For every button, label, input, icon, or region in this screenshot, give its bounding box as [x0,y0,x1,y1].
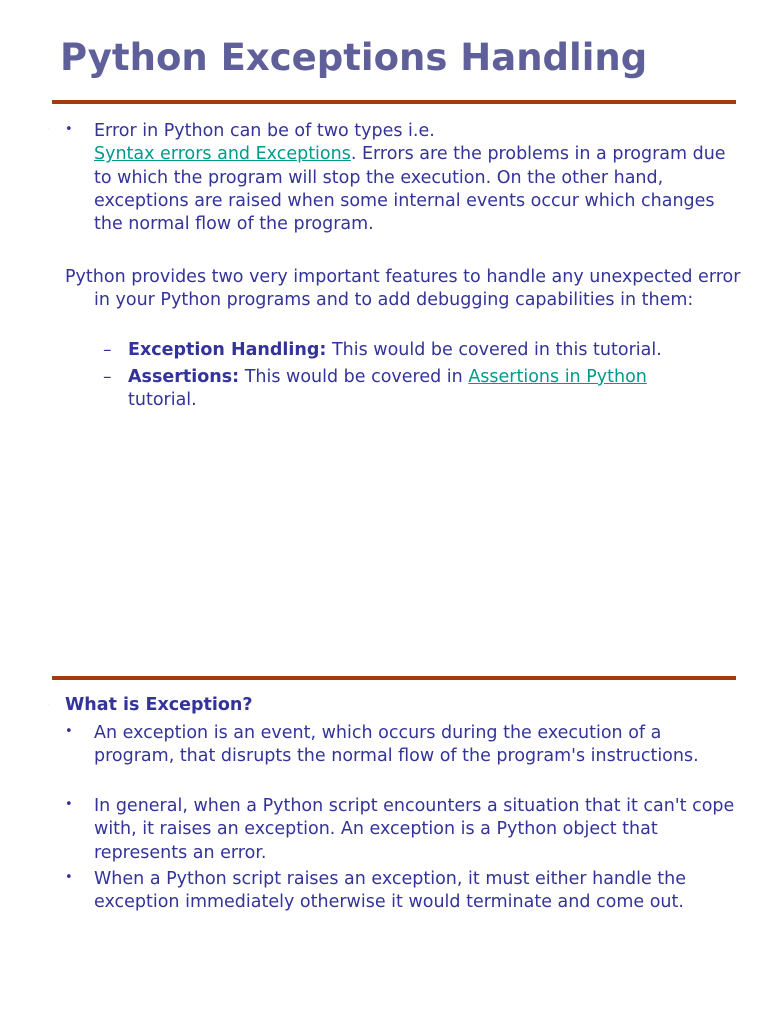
dash-icon: – [103,340,112,360]
bullet-icon: • [65,797,73,812]
sub-item-assertions [128,366,738,413]
sub-item-text: This would be covered in [239,367,469,387]
bullet-rest-text: . Errors are the problems in a program due to which the program will stop the execution. On the other hand, exceptions are raised when some internal events occur which changes the normal flow of the program. [94,144,726,235]
bullet-exception-definition: An exception is an event, which occurs during the execution of a program, that disrupts the normal flow of the program's instructions. [94,723,699,767]
dash-icon: – [103,367,112,387]
bullet-lead-text: Error in Python can be of two types i.e. [94,121,435,141]
bullet-exception-object: In general, when a Python script encounters a situation that it can't cope with, it raises an exception. An exception is a Python object that represents an error. [94,796,735,863]
bullet-icon: • [65,870,73,885]
bullet-icon: • [65,122,73,137]
sub-item-text: This would be covered in this tutorial. [326,340,662,360]
bullet-icon: • [65,724,73,739]
margin-tick: · [48,125,51,134]
sub-item-bold-label: Assertions: [128,367,240,387]
title-divider [52,100,736,104]
bullet-exception-handle: When a Python script raises an exception, it must either handle the exception immediately otherwise it would terminate and come out. [94,869,687,913]
section-divider [52,676,736,680]
margin-tick: · [48,701,51,710]
sub-item-tail-text: tutorial. [128,390,197,411]
slide-title: Python Exceptions Handling [60,36,648,79]
assertions-link[interactable]: Assertions in Python [468,367,647,387]
features-paragraph: Python provides two very important features to handle any unexpected error in your Python programs and to add debugging capabilities in them: [65,267,741,311]
syntax-errors-link[interactable]: Syntax errors and Exceptions [94,144,351,165]
sub-item-exception-handling [128,339,738,362]
section-heading: What is Exception? [65,695,253,715]
sub-item-bold-label: Exception Handling: [128,340,327,360]
bullet-error-types [94,120,744,236]
